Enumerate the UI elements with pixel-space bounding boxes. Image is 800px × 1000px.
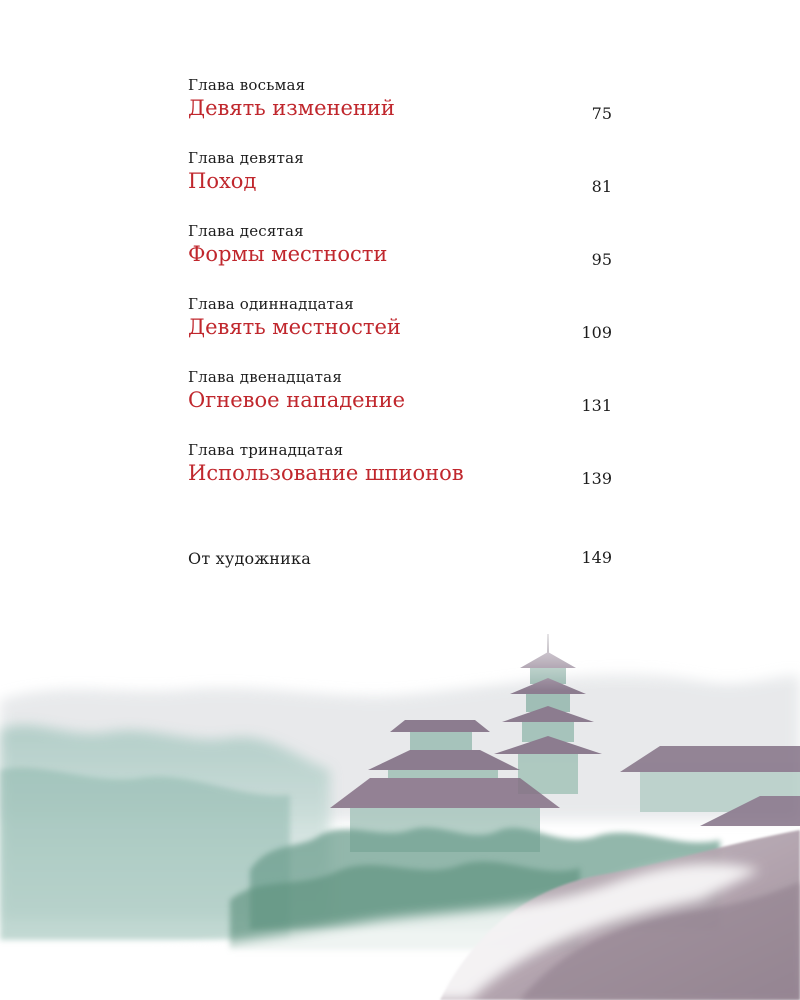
toc-entry-chapter-9[interactable] — [188, 149, 612, 222]
chapter-title[interactable]: Огневое нападение — [188, 388, 406, 412]
chapter-label: Глава тринадцатая — [188, 441, 344, 459]
page-number: 95 — [591, 250, 612, 269]
chapter-label: Глава восьмая — [188, 76, 306, 94]
page-number: 149 — [581, 548, 612, 567]
toc-entry-chapter-11[interactable] — [188, 295, 612, 368]
section-spacer — [188, 514, 612, 550]
page-number: 131 — [581, 396, 612, 415]
chapter-title[interactable]: Девять местностей — [188, 315, 401, 339]
toc-entry-chapter-12[interactable] — [188, 368, 612, 441]
chapter-title[interactable]: Использование шпионов — [188, 461, 464, 485]
chapter-title[interactable]: Девять изменений — [188, 96, 395, 120]
artist-section-label: От художника — [188, 549, 311, 568]
page-number: 139 — [581, 469, 612, 488]
watercolor-pagoda-landscape-icon — [0, 620, 800, 1000]
toc-entry-chapter-10[interactable] — [188, 222, 612, 295]
toc-entry-chapter-13[interactable] — [188, 441, 612, 514]
chapter-title[interactable]: Формы местности — [188, 242, 388, 266]
page-number: 109 — [581, 323, 612, 342]
toc-entry-artist[interactable] — [188, 550, 612, 580]
chapter-label: Глава двенадцатая — [188, 368, 342, 386]
chapter-title[interactable]: Поход — [188, 169, 257, 193]
chapter-label: Глава десятая — [188, 222, 304, 240]
page-number: 75 — [591, 104, 612, 123]
chapter-label: Глава одиннадцатая — [188, 295, 354, 313]
table-of-contents — [188, 76, 612, 580]
toc-entry-chapter-8[interactable] — [188, 76, 612, 149]
chapter-label: Глава девятая — [188, 149, 304, 167]
page-number: 81 — [591, 177, 612, 196]
